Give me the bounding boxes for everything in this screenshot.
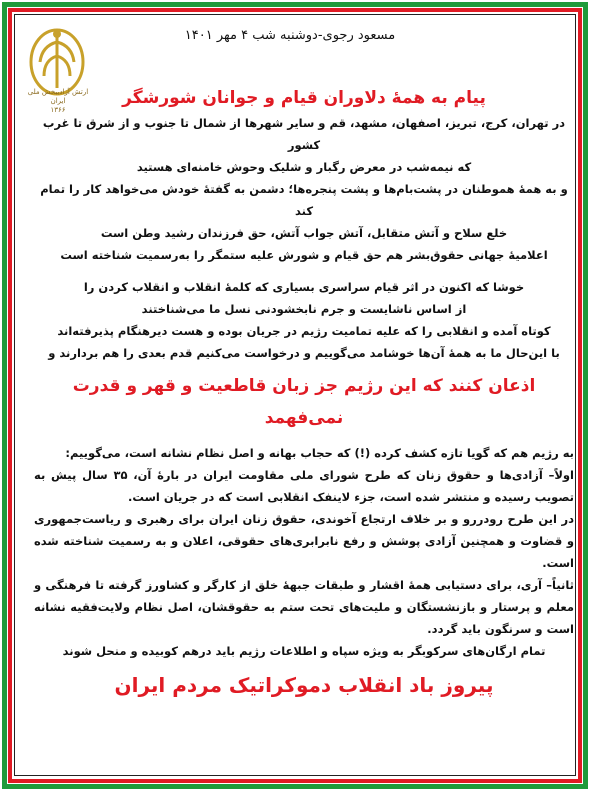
paragraph-13: ثانیاً– آری، برای دستیابی همهٔ اقشار و طبقات جبههٔ خلق از کارگر و کشاورز گرفته تا فرهنگی و معلم و پرستار و بازنشستگان و ملیت‌های تحت ستم به حقوقشان، اصل نظام ولایت‌فقیه نشانه است و سرنگون باید گردد. <box>34 578 574 636</box>
paragraph-14: تمام ارگان‌های سرکوبگر به ویژه سپاه و اطلاعات رژیم باید درهم کوبیده و منحل شوند <box>62 644 546 658</box>
paragraph-8: کوتاه آمده و انقلابی را که علیه تمامیت رژیم در جریان بوده و هست دیرهنگام پذیرفته‌اند <box>57 324 551 338</box>
paragraph-11: اولاً– آزادی‌ها و حقوق زنان که طرح شورای ملی مقاومت ایران در بارهٔ آن، ۳۵ سال پیش به تصویب رسیده و منتشر شده است، جزء لاینفک انقلابی است که در جریان است. <box>34 468 574 504</box>
paragraph-12: در این طرح رودررو و بر خلاف ارتجاع آخوندی، حقوق زنان ایران برای رهبری و ریاست‌جمهوری و قضاوت و همچنین آزادی پوشش و رفع نابرابری‌های حقوقی، اعلان و به رسمیت شناخته شده است. <box>34 512 574 570</box>
paragraph-4: خلع سلاح و آتش متقابل، آتش جواب آتش، حق فرزندان رشید وطن است <box>100 226 508 240</box>
message-subtitle: اذعان کنند که این رژیم جز زبان قاطعیت و قهر و قدرت نمی‌فهمد <box>72 376 536 428</box>
paragraph-10: به رژیم هم که گویا تازه کشف کرده (!) که حجاب بهانه و اصل نظام نشانه است، می‌گوییم: <box>65 446 574 460</box>
logo-caption: ارتش آزادیبخش ملی ایران ۱۳۶۶ <box>27 88 89 114</box>
message-title: پیام به همهٔ دلاوران قیام و جوانان شورشگر <box>122 88 486 108</box>
dateline: مسعود رجوی-دوشنبه شب ۴ مهر ۱۴۰۱ <box>184 28 396 43</box>
paragraph-1: در تهران، کرج، تبریز، اصفهان، مشهد، قم و سایر شهرها از شمال تا جنوب و از شرق تا غرب کشور <box>42 116 566 152</box>
message-body <box>34 84 574 702</box>
paragraph-2: که نیمه‌شب در معرض رگبار و شلیک وحوش خامنه‌ای هستید <box>136 160 472 174</box>
paragraph-6: خوشا که اکنون در اثر قیام سراسری بسیاری که کلمهٔ انقلاب و انقلاب کردن را <box>83 280 525 294</box>
paragraph-9: با این‌حال ما به همهٔ آن‌ها خوشامد می‌گوییم و درخواست می‌کنیم قدم بعدی را هم بردارند و <box>48 346 560 360</box>
paragraph-7: از اساس ناشایست و جرم نابخشودنی نسل ما می‌شناختند <box>141 302 467 316</box>
paragraph-3: و به همهٔ هموطنان در پشت‌بام‌ها و پشت پنجره‌ها؛ دشمن به گفتهٔ خودش می‌خواهد کار را تمام کند <box>40 182 568 218</box>
closing-slogan: پیروز باد انقلاب دموکراتیک مردم ایران <box>114 673 494 697</box>
paragraph-5: اعلامیهٔ جهانی حقوق‌بشر هم حق قیام و شورش علیه ستمگر را به‌رسمیت شناخته است <box>60 248 548 262</box>
